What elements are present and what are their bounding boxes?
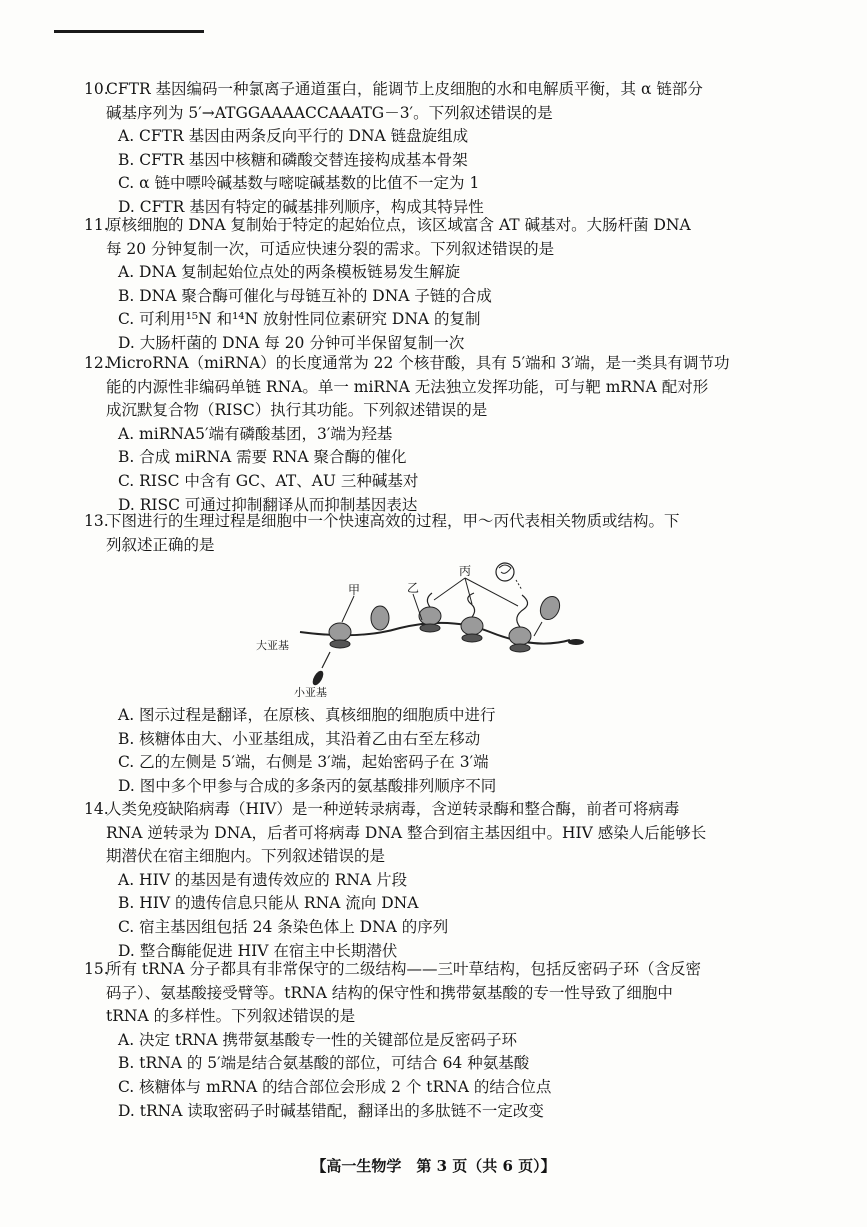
translation-diagram (250, 560, 600, 710)
question-stem-line: 能的内源性非编码单链 RNA。单一 miRNA 无法独立发挥功能，可与靶 mRNA 配对形 (106, 377, 709, 396)
question-12 (84, 352, 776, 517)
question-stem-line: 11.原核细胞的 DNA 复制始于特定的起始位点，该区域富含 AT 碱基对。大肠杆菌 DNA (84, 214, 776, 238)
small-subunit-arrow (322, 652, 330, 668)
label-large-subunit: 大亚基 (256, 639, 289, 652)
ribosome (371, 606, 389, 630)
question-stem-line: 13.下图进行的生理过程是细胞中一个快速高效的过程，甲～丙代表相关物质或结构。下 (84, 510, 776, 534)
option-d: D. 整合酶能促进 HIV 在宿主中长期潜伏 (118, 941, 398, 960)
question-stem-line: 10.CFTR 基因编码一种氯离子通道蛋白，能调节上皮细胞的水和电解质平衡，其 α 链部分 (84, 78, 776, 102)
question-13 (84, 510, 776, 557)
question-10 (84, 78, 776, 220)
question-stem-line: 碱基序列为 5′→ATGGAAAACCAAATG－3′。下列叙述错误的是 (106, 103, 553, 122)
label-line-bing (434, 578, 465, 600)
option-b: B. 合成 miRNA 需要 RNA 聚合酶的催化 (118, 448, 407, 467)
released-polypeptide (496, 563, 522, 590)
ribosome (419, 593, 441, 632)
ribosome (461, 593, 483, 642)
question-stem-line: 成沉默复合物（RISC）执行其功能。下列叙述错误的是 (106, 401, 488, 420)
detached-small-subunit (568, 639, 584, 645)
option-d: D. 大肠杆菌的 DNA 每 20 分钟可半保留复制一次 (118, 333, 465, 352)
question-number: 10. (84, 80, 109, 98)
option-d: D. 图中多个甲参与合成的多条丙的氨基酸排列顺序不同 (118, 776, 497, 795)
question-stem-line: 码子）、氨基酸接受臂等。tRNA 结构的保守性和携带氨基酸的专一性导致了细胞中 (106, 983, 673, 1002)
question-stem-line: 14.人类免疫缺陷病毒（HIV）是一种逆转录病毒，含逆转录酶和整合酶，前者可将病毒 (84, 798, 776, 822)
question-stem-line: RNA 逆转录为 DNA，后者可将病毒 DNA 整合到宿主基因组中。HIV 感染人后能够长 (106, 823, 707, 842)
option-a: A. 决定 tRNA 携带氨基酸专一性的关键部位是反密码子环 (118, 1030, 518, 1049)
option-a: A. DNA 复制起始位点处的两条模板链易发生解旋 (118, 263, 461, 282)
option-a: A. HIV 的基因是有遗传效应的 RNA 片段 (118, 870, 408, 889)
option-c: C. 核糖体与 mRNA 的结合部位会形成 2 个 tRNA 的结合位点 (118, 1077, 552, 1096)
question-stem-line: tRNA 的多样性。下列叙述错误的是 (106, 1007, 356, 1026)
label-line-jia (342, 596, 354, 622)
question-stem-line: 12.MicroRNA（miRNA）的长度通常为 22 个核苷酸，具有 5′端和 3′端，是一类具有调节功 (84, 352, 776, 376)
option-b: B. 核糖体由大、小亚基组成，其沿着乙由右至左移动 (118, 729, 481, 748)
small-subunit-shape (311, 669, 326, 687)
question-stem-line: 期潜伏在宿主细胞内。下列叙述错误的是 (106, 847, 386, 866)
page-footer: 【高一生物学 第 3 页（共 6 页）】 (311, 1157, 556, 1175)
option-c: C. α 链中嘌呤碱基数与嘧啶碱基数的比值不一定为 1 (118, 174, 480, 193)
option-c: C. 可利用¹⁵N 和¹⁴N 放射性同位素研究 DNA 的复制 (118, 310, 481, 329)
question-stem-line: 列叙述正确的是 (106, 535, 215, 554)
option-d: D. CFTR 基因有特定的碱基排列顺序，构成其特异性 (118, 197, 484, 216)
detached-large-subunit (537, 593, 563, 622)
question-number: 11. (84, 216, 109, 234)
question-11 (84, 214, 776, 356)
label-yi: 乙 (407, 581, 420, 595)
option-c: C. 宿主基因组包括 24 条染色体上 DNA 的序列 (118, 917, 449, 936)
question-stem-line: 每 20 分钟复制一次，可适应快速分裂的需求。下列叙述错误的是 (106, 239, 555, 258)
label-small-subunit: 小亚基 (294, 686, 327, 699)
top-rule (54, 30, 204, 33)
question-number: 13. (84, 512, 109, 530)
question-stem-line: 15.所有 tRNA 分子都具有非常保守的二级结构——三叶草结构，包括反密码子环（含反密 (84, 958, 776, 982)
option-b: B. HIV 的遗传信息只能从 RNA 流向 DNA (118, 894, 419, 913)
question-number: 14. (84, 800, 109, 818)
option-c: C. RISC 中含有 GC、AT、AU 三种碱基对 (118, 471, 419, 490)
option-b: B. DNA 聚合酶可催化与母链互补的 DNA 子链的合成 (118, 286, 492, 305)
question-15 (84, 958, 776, 1123)
question-number: 15. (84, 960, 109, 978)
label-bing: 丙 (459, 564, 472, 578)
option-d: D. tRNA 读取密码子时碱基错配，翻译出的多肽链不一定改变 (118, 1101, 544, 1120)
question-13-options (84, 704, 776, 798)
option-a: A. miRNA5′端有磷酸基团，3′端为羟基 (118, 424, 393, 443)
label-line-yi (413, 594, 422, 620)
question-14 (84, 798, 776, 963)
label-jia: 甲 (348, 583, 361, 597)
option-b: B. tRNA 的 5′端是结合氨基酸的部位，可结合 64 种氨基酸 (118, 1054, 530, 1073)
option-c: C. 乙的左侧是 5′端，右侧是 3′端，起始密码子在 3′端 (118, 753, 489, 772)
question-number: 12. (84, 354, 109, 372)
option-a: A. 图示过程是翻译，在原核、真核细胞的细胞质中进行 (118, 706, 496, 724)
detach-arrow (534, 622, 542, 636)
option-b: B. CFTR 基因中核糖和磷酸交替连接构成基本骨架 (118, 150, 468, 169)
option-d: D. RISC 可通过抑制翻译从而抑制基因表达 (118, 495, 418, 514)
label-line-bing (465, 578, 518, 606)
option-a: A. CFTR 基因由两条反向平行的 DNA 链盘旋组成 (118, 127, 469, 146)
ribosome (329, 623, 351, 648)
